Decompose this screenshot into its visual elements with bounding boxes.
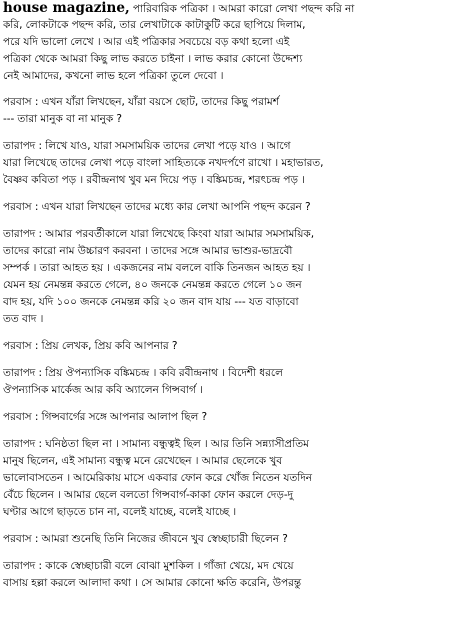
question-paragraph <box>3 338 455 355</box>
text-line: ঔপন্যাসিক মার্কেজ আর কবি অ্যালেন গিন্সবার্গ । <box>3 384 203 396</box>
text-line: তত বাদ । <box>3 313 44 325</box>
text-line: তারাপদ : প্রিয় ঔপন্যাসিক বঙ্কিমচন্দ্র । কবি রবীন্দ্রনাথ । বিদেশী ধরলে <box>3 367 283 379</box>
document-page <box>3 0 455 625</box>
text-line: তাদের কারো নাম উচ্চারণ করবনা । তাদের সঙ্গে আমার ভাশুর-ভাদ্রবৌ <box>3 245 293 257</box>
question-paragraph <box>3 199 455 216</box>
text-line: সম্পর্ক । তারা আহত হয় । একজনের নাম বললে বাকি তিনজন আহত হয় । <box>3 262 311 274</box>
text-line: পরবাস : গিন্সবার্গের সঙ্গে আপনার আলাপ ছিল ? <box>3 411 208 423</box>
text-line: পরবাস : আমরা শুনেছি তিনি নিজের জীবনে খুব স্বেচ্ছাচারী ছিলেন ? <box>3 533 288 545</box>
text-line: মানুষ ছিলেন, এই সামান্য বন্ধুত্ব মনে রেখেছেন । আমার ছেলেকে খুব <box>3 455 283 467</box>
text-line <box>3 0 455 17</box>
text-line: ঘণ্টার আগে ছাড়তে চান না, বলেই যাচ্ছে, বলেই যাচ্ছে । <box>3 506 237 518</box>
text-line: যেমন হয় নেমন্তন্ন করতে গেলে, ৪০ জনকে নেমন্তন্ন করতে গেলে ১০ জন <box>3 279 302 291</box>
answer-paragraph <box>3 226 455 328</box>
text-line: বাসায় হল্লা করলে আলাদা কথা । সে আমার কোনো ক্ষতি করেনি, উপরন্তু <box>3 577 302 589</box>
text-line: পত্রিকা থেকে আমরা কিছু লাভ করতে চাইনা । লাভ করার কোনো উদ্দেশ্য <box>3 53 303 65</box>
text-line: যারা লিখেছে তাদের লেখা পড়ে বাংলা সাহিত্যকে নখদর্পণে রাখো । মহাভারত, <box>3 157 324 169</box>
question-paragraph <box>3 409 455 426</box>
text-line: নেই আমাদের, কখনো লাভ হলে পত্রিকা তুলে দেবো । <box>3 70 224 82</box>
paragraph-intro <box>3 0 455 85</box>
text-line: করি, লোকটাকে পছন্দ করি, তার লেখাটাকে কাটাকুটি করে ছাপিয়ে দিলাম, <box>3 19 306 31</box>
text-line: তারাপদ : কাকে স্বেচ্ছাচারী বলে বোঝা মুশকিল । গাঁজা খেয়ে, মদ খেয়ে <box>3 560 294 572</box>
text-line: তারাপদ : লিখে যাও, যারা সমসাময়িক তাদের লেখা পড়ে যাও । আগে <box>3 140 291 152</box>
answer-paragraph <box>3 365 455 399</box>
text-line: তারাপদ : ঘনিষ্ঠতা ছিল না । সামান্য বন্ধুত্বই ছিল । আর তিনি সন্ন্যাসীপ্রতিম <box>3 438 309 450</box>
text-line: বৈষ্ণব কবিতা পড় । রবীন্দ্রনাথ খুব মন দিয়ে পড় । বঙ্কিমচন্দ্র, শরৎচন্দ্র পড় । <box>3 174 305 186</box>
line-text: পারিবারিক পত্রিকা । আমরা কারো লেখা পছন্দ করি না <box>129 3 355 15</box>
text-line: --- তারা মানুক বা না মানুক ? <box>3 113 122 125</box>
text-line: পরবাস : প্রিয় লেখক, প্রিয় কবি আপনার ? <box>3 340 178 352</box>
answer-paragraph <box>3 138 455 189</box>
text-line: বাদ হয়, যদি ১০০ জনকে নেমন্তন্ন করি ২০ জন বাদ যায় --- যত বাড়াবো <box>3 296 299 308</box>
question-paragraph <box>3 94 455 128</box>
answer-paragraph <box>3 558 455 592</box>
text-line: পরে যদি ভালো লেখে । আর এই পত্রিকার সবচেয়ে বড় কথা হলো এই <box>3 36 290 48</box>
text-line: পরবাস : এখন যাঁরা লিখছেন, যাঁরা বয়সে ছোট, তাদের কিছু পরামর্শ <box>3 96 279 108</box>
question-paragraph <box>3 531 455 548</box>
text-line: ভালোবাসতেন । আমেরিকায় মাসে একবার ফোন করে খোঁজ নিতেন যতদিন <box>3 472 312 484</box>
inline-english-text: house magazine, <box>3 0 130 16</box>
answer-paragraph <box>3 436 455 521</box>
text-line: তারাপদ : আমার পরবর্তীকালে যারা লিখেছে কিংবা যারা আমার সমসাময়িক, <box>3 228 314 240</box>
text-line: বেঁচে ছিলেন । আমার ছেলে বলতো গিন্সবার্গ-কাকা ফোন করলে দেড়-দু <box>3 489 294 501</box>
text-line: পরবাস : এখন যারা লিখছেন তাদের মধ্যে কার লেখা আপনি পছন্দ করেন ? <box>3 201 311 213</box>
